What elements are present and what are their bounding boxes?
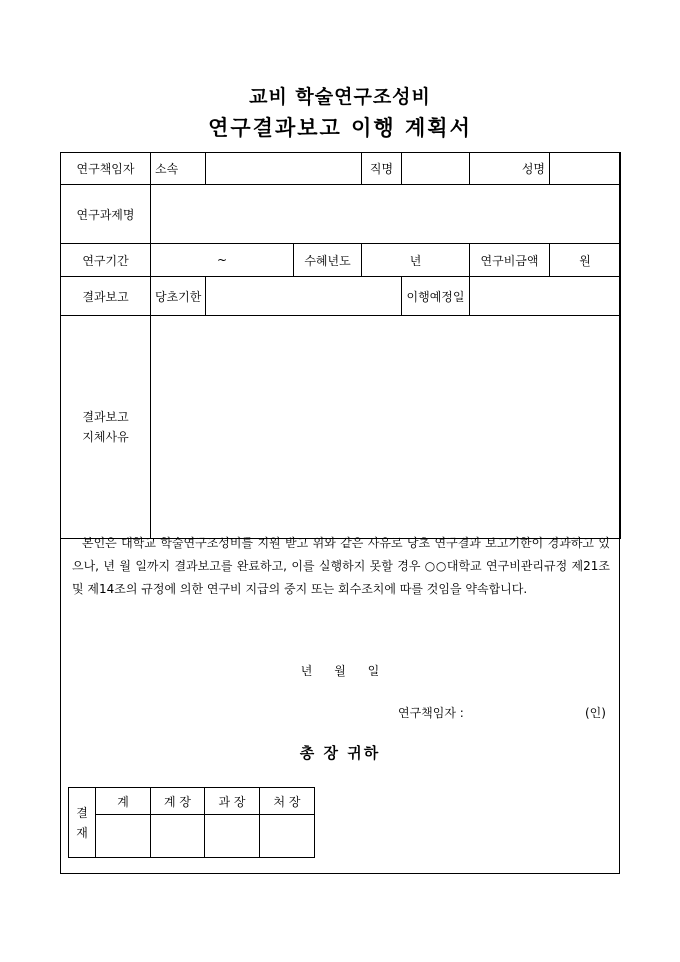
info-table xyxy=(60,152,621,539)
approval-side-line2: 재 xyxy=(76,825,88,840)
planned-date-field[interactable] xyxy=(470,277,621,316)
delay-reason-field[interactable] xyxy=(151,316,621,539)
planned-date-label: 이행예정일 xyxy=(402,277,470,316)
date-month: 월 xyxy=(334,664,346,678)
currency-unit: 원 xyxy=(579,253,591,268)
approval-table xyxy=(68,787,315,858)
pi-label: 연구책임자 xyxy=(61,153,151,185)
pledge-text: 본인은 대학교 학술연구조성비를 지원 받고 위와 같은 사유로 당초 연구결과 보고기한이 경과하고 있으나, 년 월 일까지 결과보고를 완료하고, 이를 실행하지 못할 경우 ○○대학교 연구비관리규정 제21조 및 제14조의 규정에 의한 연구비 지급의 중지 또는 회수조치에 따를 것임을 약속합니다. xyxy=(72,536,610,596)
date-year: 년 xyxy=(300,664,313,678)
original-deadline-label: 당초기한 xyxy=(151,277,206,316)
year-unit: 년 xyxy=(409,253,422,268)
delay-reason-label-line1: 결과보고 xyxy=(82,410,129,424)
approval-sign-staff[interactable] xyxy=(96,815,151,858)
affiliation-field[interactable] xyxy=(206,153,362,185)
grant-year-field[interactable] xyxy=(362,244,470,277)
position-label: 직명 xyxy=(362,153,402,185)
delay-reason-row xyxy=(61,316,621,539)
delay-reason-label xyxy=(61,316,151,539)
project-title-row xyxy=(61,185,621,244)
seal-mark: (인) xyxy=(585,706,606,720)
date-day: 일 xyxy=(367,664,380,678)
approval-side-label xyxy=(69,788,96,858)
report-row xyxy=(61,277,621,316)
project-title-field[interactable] xyxy=(151,185,621,244)
period-separator: ~ xyxy=(216,253,228,267)
pi-row xyxy=(61,153,621,185)
budget-field[interactable] xyxy=(550,244,621,277)
approval-sign-director[interactable] xyxy=(260,815,315,858)
recipient: 총 장 귀하 xyxy=(299,744,381,762)
pledge-date xyxy=(0,662,680,679)
approval-header-chief: 계 장 xyxy=(151,788,205,815)
form-title-line2: 연구결과보고 이행 계획서 xyxy=(208,115,472,140)
report-label: 결과보고 xyxy=(61,277,151,316)
period-label: 연구기간 xyxy=(61,244,151,277)
approval-header-director: 처 장 xyxy=(260,788,315,815)
signature-label: 연구책임자 : xyxy=(398,706,464,720)
name-field[interactable] xyxy=(550,153,621,185)
approval-header-staff: 계 xyxy=(96,788,151,815)
form-title-line1: 교비 학술연구조성비 xyxy=(249,86,431,108)
name-label: 성명 xyxy=(470,153,550,185)
budget-label: 연구비금액 xyxy=(470,244,550,277)
approval-side-line1: 결 xyxy=(76,805,88,820)
pledge-paragraph xyxy=(60,532,620,601)
approval-sign-section-head[interactable] xyxy=(205,815,260,858)
approval-sign-chief[interactable] xyxy=(151,815,205,858)
original-deadline-field[interactable] xyxy=(206,277,402,316)
approval-header-section-head: 과 장 xyxy=(205,788,260,815)
period-field[interactable] xyxy=(151,244,294,277)
affiliation-label: 소속 xyxy=(151,153,206,185)
period-row xyxy=(61,244,621,277)
grant-year-label: 수혜년도 xyxy=(294,244,362,277)
position-field[interactable] xyxy=(402,153,470,185)
delay-reason-label-line2: 지체사유 xyxy=(82,430,129,444)
project-title-label: 연구과제명 xyxy=(61,185,151,244)
